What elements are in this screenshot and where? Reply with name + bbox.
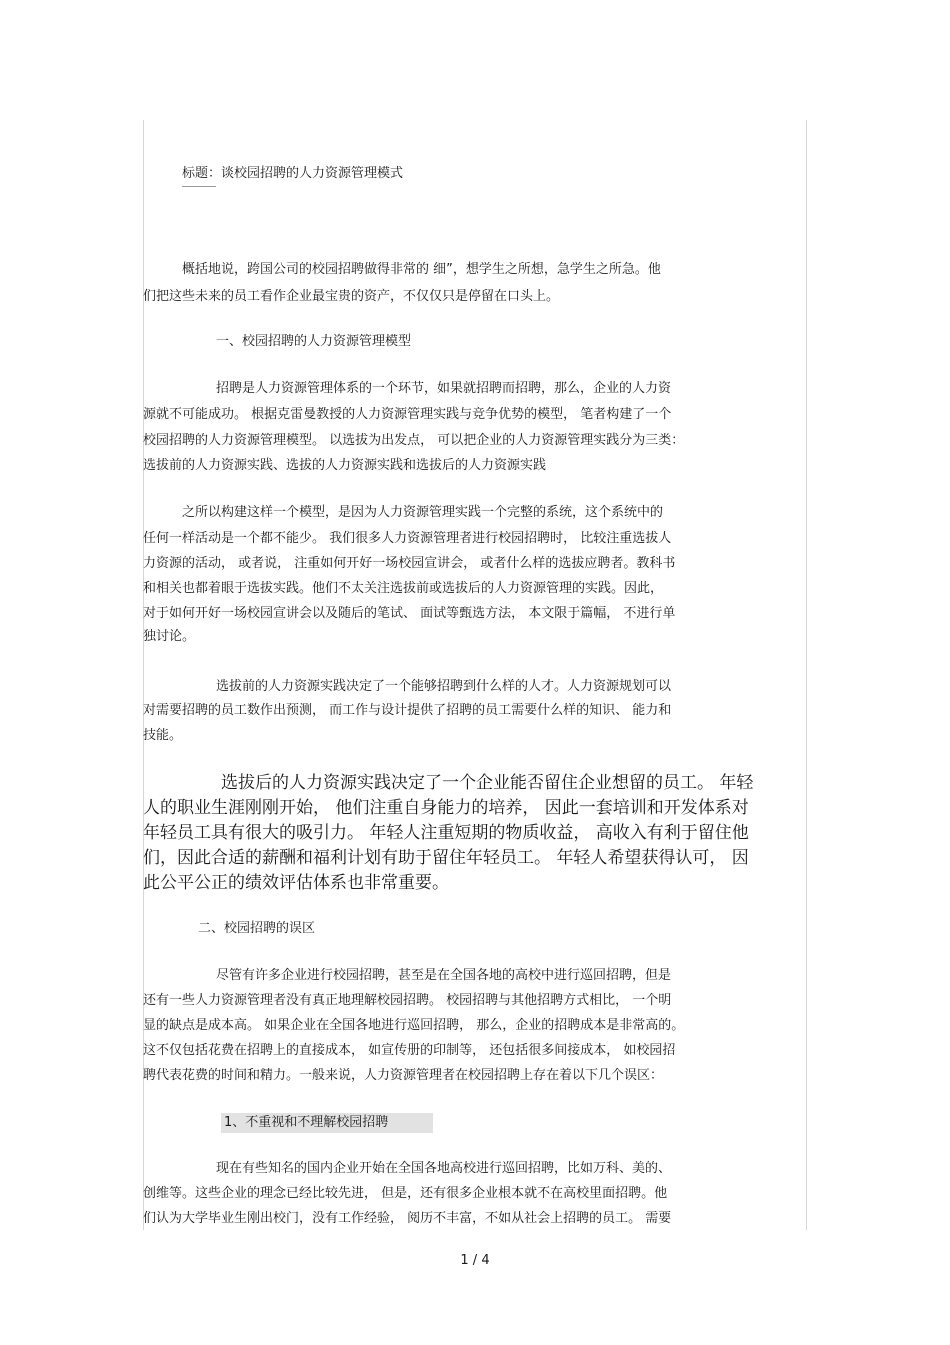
body-line: 们把这些未来的员工看作企业最宝贵的资产，不仅仅只是停留在口头上。 [143, 289, 560, 304]
body-line: 源就不可能成功。 根据克雷曼教授的人力资源管理实践与竞争优势的模型， 笔者构建了一个 [143, 407, 672, 422]
body-line: 任何一样活动是一个都不能少。 我们很多人力资源管理者进行校园招聘时， 比较注重选拔人 [143, 531, 672, 546]
title-underline [182, 186, 216, 187]
body-line: 技能。 [143, 728, 183, 743]
body-line: 创维等。这些企业的理念已经比较先进， 但是，还有很多企业根本就不在高校里面招聘。他 [143, 1186, 668, 1201]
body-line: 校园招聘的人力资源管理模型。 以选拔为出发点， 可以把企业的人力资源管理实践分为三类： [143, 433, 685, 448]
section-heading: 二、校园招聘的误区 [198, 921, 316, 936]
highlighted-subheading [221, 1113, 433, 1133]
body-line: 还有一些人力资源管理者没有真正地理解校园招聘。 校园招聘与其他招聘方式相比， 一个明 [143, 993, 672, 1008]
body-line: 独讨论。 [143, 629, 196, 644]
body-line: 招聘是人力资源管理体系的一个环节，如果就招聘而招聘，那么，企业的人力资 [216, 381, 672, 396]
page-indicator: 1 / 4 [460, 1253, 490, 1268]
body-line: 和相关也都着眼于选拔实践。他们不太关注选拔前或选拔后的人力资源管理的实践。因此， [143, 581, 664, 596]
body-line: 对需要招聘的员工数作出预测， 而工作与设计提供了招聘的员工需要什么样的知识、 能力和 [143, 703, 672, 718]
body-line-large: 选拔后的人力资源实践决定了一个企业能否留住企业想留的员工。 年轻 [221, 773, 754, 793]
body-line: 现在有些知名的国内企业开始在全国各地高校进行巡回招聘，比如万科、美的、 [216, 1161, 672, 1176]
body-line-large: 年轻员工具有很大的吸引力。 年轻人注重短期的物质收益， 高收入有利于留住他 [143, 823, 749, 843]
body-line: 们认为大学毕业生刚出校门，没有工作经验， 阅历不丰富，不如从社会上招聘的员工。 需要 [143, 1211, 672, 1226]
body-line: 选拔前的人力资源实践、选拔的人力资源实践和选拔后的人力资源实践 [143, 458, 547, 473]
subheading-text: 1、不重视和不理解校园招聘 [224, 1115, 389, 1130]
body-line-large: 此公平公正的绩效评估体系也非常重要。 [143, 873, 449, 893]
page-border-left [143, 120, 144, 1230]
title-text: 标题：谈校园招聘的人力资源管理模式 [182, 166, 404, 181]
body-line-large: 人的职业生涯刚刚开始， 他们注重自身能力的培养， 因此一套培训和开发体系对 [143, 798, 749, 818]
body-line: 尽管有许多企业进行校园招聘，甚至是在全国各地的高校中进行巡回招聘，但是 [216, 968, 672, 983]
body-line: 力资源的活动， 或者说， 注重如何开好一场校园宣讲会， 或者什么样的选拔应聘者。教科书 [143, 556, 676, 571]
body-line: 这不仅包括花费在招聘上的直接成本， 如宣传册的印制等， 还包括很多间接成本， 如校园招 [143, 1043, 676, 1058]
body-line: 概括地说，跨国公司的校园招聘做得非常的 细”，想学生之所想，急学生之所急。他 [182, 262, 661, 277]
body-line: 选拔前的人力资源实践决定了一个能够招聘到什么样的人才。人力资源规划可以 [216, 679, 672, 694]
body-line: 对于如何开好一场校园宣讲会以及随后的笔试、 面试等甄选方法， 本文限于篇幅， 不进行单 [143, 606, 676, 621]
body-line: 之所以构建这样一个模型，是因为人力资源管理实践一个完整的系统，这个系统中的 [182, 505, 664, 520]
section-heading: 一、校园招聘的人力资源管理模型 [216, 334, 412, 349]
page-border-right [806, 120, 807, 1230]
body-line: 显的缺点是成本高。 如果企业在全国各地进行巡回招聘， 那么，企业的招聘成本是非常高的。 [143, 1018, 685, 1033]
body-line-large: 们，因此合适的薪酬和福利计划有助于留住年轻员工。 年轻人希望获得认可， 因 [143, 848, 749, 868]
document-title [182, 166, 403, 182]
body-line: 聘代表花费的时间和精力。一般来说，人力资源管理者在校园招聘上存在着以下几个误区： [143, 1068, 664, 1083]
